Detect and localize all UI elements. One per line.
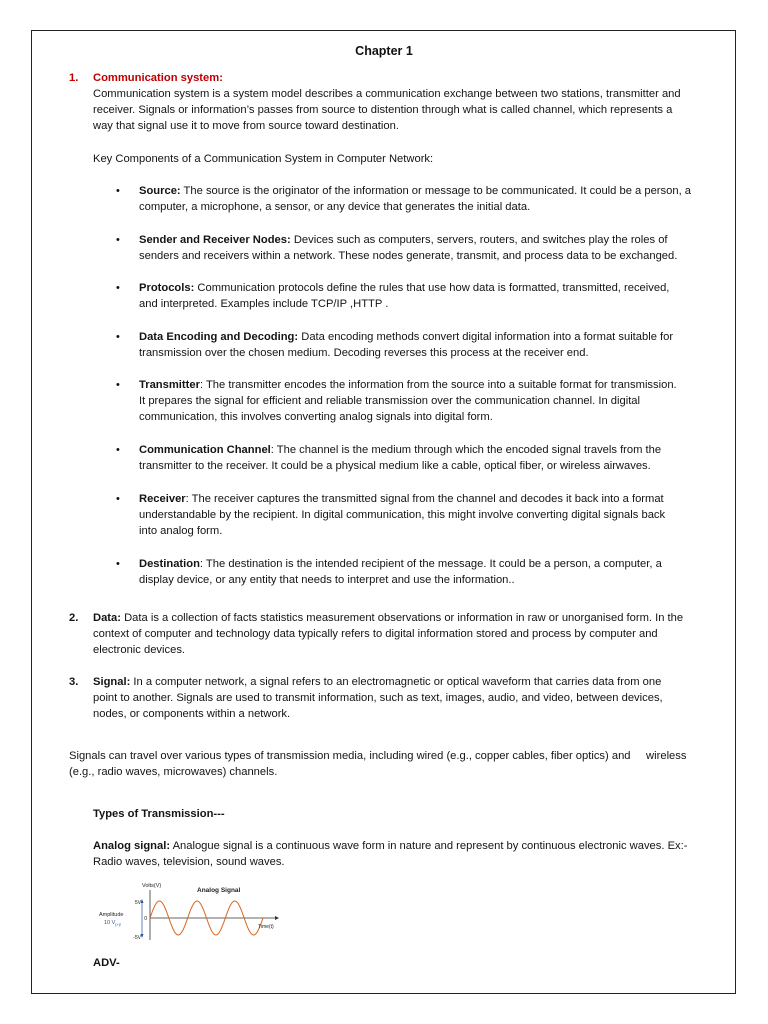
- section-1-number: 1.: [69, 72, 79, 84]
- section-2-line: Data: Data is a collection of facts statistics measurement observations or information in raw or unorganised form. In the: [93, 612, 684, 624]
- list-item: Sender and Receiver Nodes: Devices such as computers, servers, routers, and switches play the roles of: [139, 234, 668, 246]
- section-2-line: context of computer and technology data typically refers to digital information stored and process by computer and: [93, 628, 658, 640]
- figure-title: Analog Signal: [197, 887, 241, 894]
- bullet: •: [116, 379, 120, 391]
- analog-line: Analog signal: Analogue signal is a continuous wave form in nature and represent by continuous electronic waves. Ex:-: [93, 840, 688, 852]
- tick-neg: -5V: [133, 935, 141, 941]
- list-item-line: It prepares the signal for efficient and reliable transmission over the communication channel. In digital: [139, 395, 641, 407]
- bullet: •: [116, 558, 120, 570]
- bullet: •: [116, 331, 120, 343]
- x-axis-label: Time(t): [258, 924, 274, 930]
- types-heading: Types of Transmission---: [93, 808, 225, 820]
- bullet: •: [116, 185, 120, 197]
- key-components-heading: Key Components of a Communication System in Computer Network:: [93, 153, 434, 165]
- section-1-intro-line: way that signal use it to move from source toward destination.: [93, 120, 399, 132]
- list-item: Source: The source is the originator of the information or message to be communicated. It could be a person, a: [139, 185, 692, 197]
- bullet: •: [116, 234, 120, 246]
- section-2-number: 2.: [69, 612, 79, 624]
- section-1-intro-line: receiver. Signals or information’s passes from source to distention through what is called channel, which represents a: [93, 104, 673, 116]
- bullet: •: [116, 444, 120, 456]
- adv-label: ADV-: [93, 957, 120, 969]
- list-item: Protocols: Communication protocols define the rules that use how data is formatted, transmitted, received,: [139, 282, 670, 294]
- tick-zero: 0: [144, 916, 147, 922]
- media-paragraph-line: (e.g., radio waves, microwaves) channels.: [69, 766, 278, 778]
- list-item: Transmitter: The transmitter encodes the information from the source into a suitable format for transmission.: [139, 379, 677, 391]
- analog-signal-figure: [95, 878, 285, 946]
- media-paragraph-line: Signals can travel over various types of transmission media, including wired (e.g., copper cables, fiber optics) and wireless: [69, 750, 687, 762]
- list-item-line: and interpreted. Examples include TCP/IP ,HTTP .: [139, 298, 389, 310]
- list-item-line: display device, or any entity that needs to interpret and use the information..: [139, 574, 515, 586]
- list-item-line: transmitter to the receiver. It could be a physical medium like a cable, optical fiber, or wireless airwaves.: [139, 460, 651, 472]
- list-item: Communication Channel: The channel is the medium through which the encoded signal travels from the: [139, 444, 662, 456]
- section-3-number: 3.: [69, 676, 79, 688]
- y-axis-label: Volts(V): [142, 883, 162, 889]
- bullet: •: [116, 493, 120, 505]
- section-1-intro-line: Communication system is a system model describes a communication exchange between two stations, transmitter and: [93, 88, 681, 100]
- page-title: Chapter 1: [355, 44, 413, 58]
- list-item-line: senders and receivers within a network. These nodes generate, transmit, and process data to be exchanged.: [139, 250, 678, 262]
- list-item: Data Encoding and Decoding: Data encoding methods convert digital information into a format suitable for: [139, 331, 674, 343]
- section-3-line: nodes, or components within a network.: [93, 708, 291, 720]
- list-item-line: computer, a microphone, a sensor, or any device that generates the initial data.: [139, 201, 531, 213]
- section-3-line: point to another. Signals are used to transmit information, such as text, images, audio, and video, between devices,: [93, 692, 663, 704]
- list-item: Receiver: The receiver captures the transmitted signal from the channel and decodes it back into a format: [139, 493, 664, 505]
- list-item-line: transmission over the chosen medium. Decoding reverses this process at the receiver end.: [139, 347, 589, 359]
- section-2-line: electronic devices.: [93, 644, 186, 656]
- tick-pos: 5V: [134, 900, 141, 906]
- list-item-line: communication, this involves converting analog signals into digital form.: [139, 411, 493, 423]
- bullet: •: [116, 282, 120, 294]
- list-item-line: understandable by the recipient. In digital communication, this might involve converting digital signals back: [139, 509, 666, 521]
- section-3-line: Signal: In a computer network, a signal refers to an electromagnetic or optical waveform that carries data from one: [93, 676, 662, 688]
- amplitude-label: Amplitude: [99, 912, 124, 918]
- list-item-line: into analog form.: [139, 525, 223, 537]
- analog-line: Radio waves, television, sound waves.: [93, 856, 285, 868]
- amplitude-value: 10 $V_{p-p}$: [104, 920, 122, 927]
- list-item: Destination: The destination is the intended recipient of the message. It could be a person, a computer, a: [139, 558, 662, 570]
- section-1-heading: Communication system:: [93, 72, 223, 84]
